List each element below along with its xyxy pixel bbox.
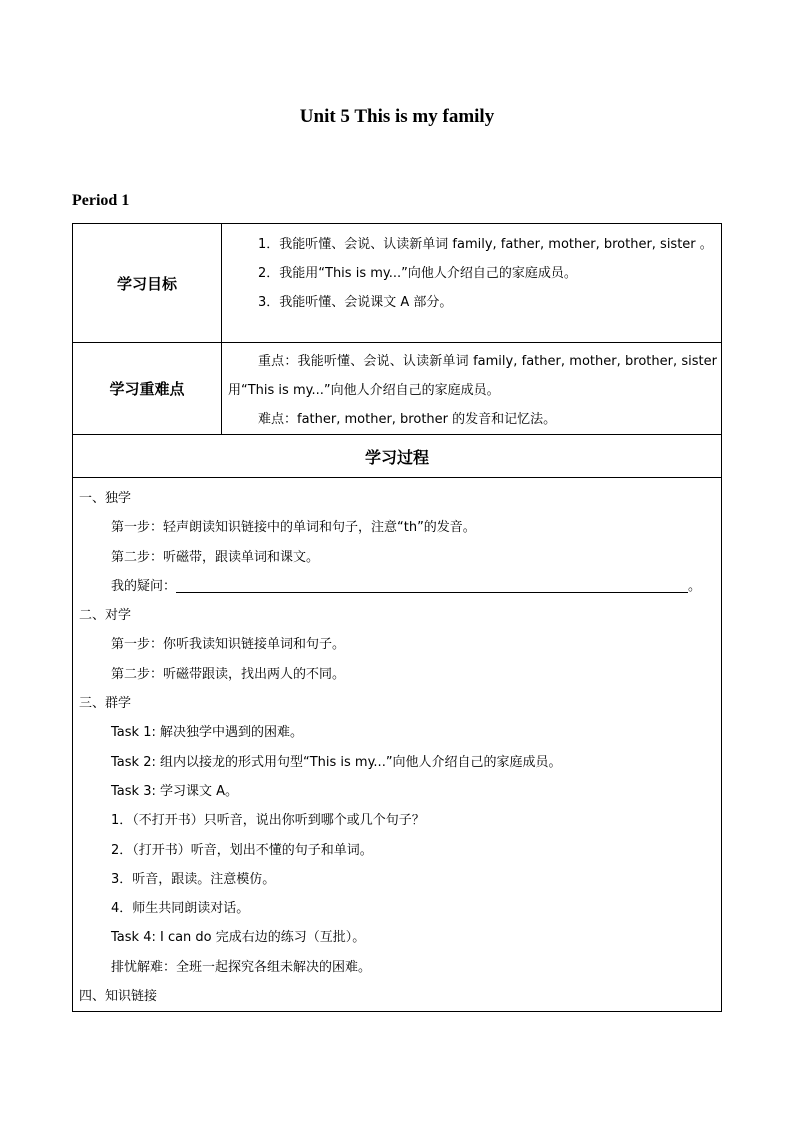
goals-content	[222, 224, 722, 343]
sub-item: 2．（打开书）听音，划出不懂的句子和单词。	[111, 842, 373, 858]
section-title: 二、对学	[79, 608, 132, 624]
resolve-item: 排忧解难：全班一起探究各组未解决的困难。	[111, 959, 372, 975]
section-title: 三、群学	[79, 696, 132, 712]
goals-label: 学习目标	[73, 224, 222, 343]
goal-item: 3．我能听懂、会说课文 A 部分。	[258, 295, 453, 310]
document-title: Unit 5 This is my family	[299, 106, 495, 127]
step-item: 第二步：听磁带跟读，找出两人的不同。	[111, 666, 346, 682]
key-points-content	[222, 343, 722, 435]
task-item: Task 1: 解决独学中遇到的困难。	[111, 725, 303, 741]
question-end: 。	[688, 578, 702, 594]
step-item: 第二步：听磁带，跟读单词和课文。	[111, 549, 320, 565]
key-points-label: 学习重难点	[73, 343, 222, 435]
process-body-row	[73, 478, 722, 1012]
question-label: 我的疑问：	[111, 578, 177, 594]
sub-item: 1．（不打开书）只听音，说出你听到哪个或几个句子？	[111, 813, 425, 829]
key-points-row	[73, 343, 722, 435]
process-header-row	[73, 435, 722, 478]
answer-blank[interactable]	[176, 578, 688, 593]
goal-item: 1．我能听懂、会说、认读新单词 family, father, mother, brother, sister 。	[258, 237, 713, 252]
goal-item: 2．我能用“This is my...”向他人介绍自己的家庭成员。	[258, 266, 577, 281]
section-title: 四、知识链接	[79, 989, 158, 1005]
process-header: 学习过程	[73, 435, 722, 478]
section-title: 一、独学	[79, 491, 132, 506]
goals-row	[73, 224, 722, 343]
step-item: 第一步：轻声朗读知识链接中的单词和句子，注意“th”的发音。	[111, 520, 476, 536]
question-line	[79, 572, 715, 601]
key-point-item: 难点：father, mother, brother 的发音和记忆法。	[258, 412, 557, 427]
task-item: Task 3: 学习课文 A。	[111, 783, 238, 799]
sub-item: 4．师生共同朗读对话。	[111, 901, 250, 917]
task-item: Task 2: 组内以接龙的形式用句型“This is my...”向他人介绍自己的家庭成员。	[111, 754, 562, 770]
task-item: Task 4: I can do 完成右边的练习（互批）。	[111, 930, 366, 946]
sub-item: 3．听音，跟读。注意模仿。	[111, 871, 276, 887]
process-body	[73, 478, 722, 1012]
lesson-table	[72, 223, 722, 1012]
period-label: Period 1	[72, 192, 130, 209]
step-item: 第一步：你听我读知识链接单词和句子。	[111, 637, 346, 653]
key-point-item: 重点：我能听懂、会说、认读新单词 family, father, mother, brother, sister 用“This is my...”向他人介绍自己的家庭成员。	[228, 354, 717, 398]
